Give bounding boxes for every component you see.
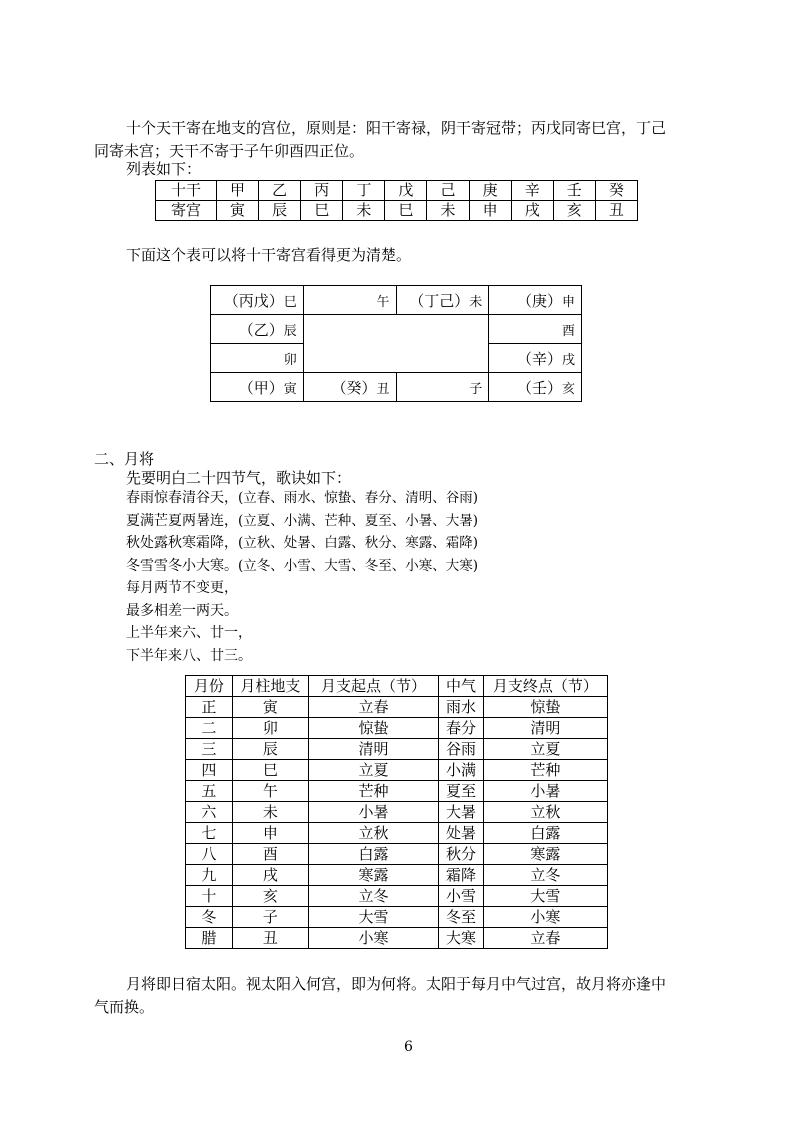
table-cell: 冬 <box>186 907 233 928</box>
table-cell: 丙 <box>301 181 343 201</box>
table-cell: 戊 <box>385 181 427 201</box>
table-row <box>186 718 608 739</box>
table-row <box>186 739 608 760</box>
list-item: 秋处露秋寒霜降，(立秋、处暑、白露、秋分、寒露、霜降) <box>126 535 479 551</box>
closing-line-2: 气而换。 <box>94 998 155 1016</box>
table-cell: 春分 <box>439 718 484 739</box>
table-cell: 雨水 <box>439 697 484 718</box>
table-cell: 谷雨 <box>439 739 484 760</box>
table-cell: 戌 <box>232 865 308 886</box>
table-cell: 子 <box>232 907 308 928</box>
table-cell: 九 <box>186 865 233 886</box>
table-cell: 小寒 <box>483 907 607 928</box>
verse-list <box>126 487 478 667</box>
table-cell: 寄宫 <box>156 201 217 221</box>
table-cell: 秋分 <box>439 844 484 865</box>
list-item: 冬雪雪冬小大寒。(立冬、小雪、大雪、冬至、小寒、大寒) <box>126 557 479 574</box>
table-cell: 辰 <box>232 739 308 760</box>
table-row <box>186 823 608 844</box>
table-cell: 正 <box>186 697 233 718</box>
table-cell: 立春 <box>309 697 439 718</box>
table-cell: 十干 <box>156 181 217 201</box>
table-cell: 丑 <box>232 928 308 949</box>
table-row <box>186 865 608 886</box>
table-cell: 白露 <box>309 844 439 865</box>
table-cell: 小暑 <box>483 781 607 802</box>
list-item: 夏满芒夏两暑连，(立夏、小满、芒种、夏至、小暑、大暑) <box>126 512 479 529</box>
table-cell: 丁 <box>343 181 385 201</box>
table-cell: 白露 <box>483 823 607 844</box>
table-cell: 芒种 <box>483 760 607 781</box>
table-cell: 芒种 <box>309 781 439 802</box>
table-cell: 乙 <box>259 181 301 201</box>
table-cell: 立秋 <box>309 823 439 844</box>
table-cell: 惊蛰 <box>483 697 607 718</box>
table-cell: 申 <box>232 823 308 844</box>
palace-cell-chen: （乙）辰 <box>211 315 304 344</box>
table-cell: 二 <box>186 718 233 739</box>
section-heading: 二、月将 <box>94 450 155 468</box>
palace-grid-table <box>210 285 582 402</box>
palace-cell-shen: （庚）申 <box>489 286 582 315</box>
table-row <box>186 760 608 781</box>
table-cell: 己 <box>427 181 469 201</box>
table-cell: 寒露 <box>483 844 607 865</box>
table-cell: 巳 <box>232 760 308 781</box>
table-cell: 亥 <box>232 886 308 907</box>
table-cell: 立冬 <box>483 865 607 886</box>
table-cell: 六 <box>186 802 233 823</box>
table-cell: 小满 <box>439 760 484 781</box>
table-row <box>186 802 608 823</box>
table-cell: 立秋 <box>483 802 607 823</box>
table-cell: 申 <box>469 201 511 221</box>
closing-line-1: 月将即日宿太阳。视太阳入何宫，即为何将。太阳于每月中气过宫，故月将亦逢中 <box>126 975 667 993</box>
table-row <box>186 844 608 865</box>
table-cell: 午 <box>232 781 308 802</box>
table-cell: 立冬 <box>309 886 439 907</box>
table-cell: 寒露 <box>309 865 439 886</box>
table-row <box>186 907 608 928</box>
column-header: 月柱地支 <box>232 676 308 697</box>
section-intro: 先要明白二十四节气，歌诀如下： <box>126 469 352 487</box>
table-cell: 立夏 <box>309 760 439 781</box>
table-cell: 立夏 <box>483 739 607 760</box>
table-row <box>156 181 638 201</box>
intro-line-2: 同寄未宫；天干不寄于子午卯酉四正位。 <box>94 142 365 160</box>
table-cell: 大雪 <box>483 886 607 907</box>
palace-cell-chou: （癸）丑 <box>303 373 396 402</box>
table-row <box>186 781 608 802</box>
table-cell: 大寒 <box>439 928 484 949</box>
palace-center-blank <box>303 315 489 373</box>
list-item: 上半年来六、廿一， <box>126 625 252 641</box>
table-cell: 酉 <box>232 844 308 865</box>
palace-cell-you: 酉 <box>489 315 582 344</box>
table-row <box>186 886 608 907</box>
palace-cell-yin: （甲）寅 <box>211 373 304 402</box>
month-table-body <box>186 697 608 949</box>
table-row <box>211 373 582 402</box>
table-cell: 巳 <box>385 201 427 221</box>
table-row <box>186 697 608 718</box>
list-item: 春雨惊春清谷天，(立春、雨水、惊蛰、春分、清明、谷雨) <box>126 490 479 506</box>
column-header: 月份 <box>186 676 233 697</box>
list-item: 下半年来八、廿三。 <box>126 647 252 664</box>
table-row <box>211 286 582 315</box>
palace-cell-xu: （辛）戌 <box>489 344 582 373</box>
table-cell: 冬至 <box>439 907 484 928</box>
palace-cell-mao: 卯 <box>211 344 304 373</box>
table-cell: 小暑 <box>309 802 439 823</box>
table-cell: 大雪 <box>309 907 439 928</box>
table-cell: 未 <box>232 802 308 823</box>
table-header-row <box>186 676 608 697</box>
table-cell: 惊蛰 <box>309 718 439 739</box>
table-cell: 甲 <box>217 181 259 201</box>
list-item: 最多相差一两天。 <box>126 602 238 619</box>
table-cell: 庚 <box>469 181 511 201</box>
table-cell: 处暑 <box>439 823 484 844</box>
column-header: 中气 <box>439 676 484 697</box>
table-cell: 亥 <box>553 201 595 221</box>
palace-cell-wei: （丁己）未 <box>396 286 489 315</box>
table-cell: 未 <box>427 201 469 221</box>
table-cell: 小寒 <box>309 928 439 949</box>
table-cell: 戌 <box>511 201 553 221</box>
palace-cell-si: （丙戊）巳 <box>211 286 304 315</box>
table-cell: 清明 <box>309 739 439 760</box>
palace-cell-hai: （壬）亥 <box>489 373 582 402</box>
list-item: 每月两节不变更， <box>126 580 238 596</box>
table-cell: 寅 <box>232 697 308 718</box>
table-cell: 辰 <box>259 201 301 221</box>
palace-cell-zi: 子 <box>396 373 489 402</box>
table-cell: 清明 <box>483 718 607 739</box>
table-row <box>156 201 638 221</box>
table-cell: 寅 <box>217 201 259 221</box>
stem-palace-table <box>155 180 638 221</box>
table-cell: 辛 <box>511 181 553 201</box>
table-row <box>186 928 608 949</box>
palace-cell-wu: 午 <box>303 286 396 315</box>
table-cell: 夏至 <box>439 781 484 802</box>
table-cell: 五 <box>186 781 233 802</box>
table-cell: 丑 <box>595 201 637 221</box>
table-cell: 霜降 <box>439 865 484 886</box>
table-cell: 癸 <box>595 181 637 201</box>
table-cell: 小雪 <box>439 886 484 907</box>
table-cell: 巳 <box>301 201 343 221</box>
page-number: 6 <box>404 1039 413 1055</box>
table-cell: 卯 <box>232 718 308 739</box>
table-cell: 壬 <box>553 181 595 201</box>
intro-line-1: 十个天干寄在地支的宫位，原则是：阳干寄禄，阴干寄冠带；丙戊同寄巳宫，丁己 <box>126 119 667 137</box>
intro-line-3: 列表如下： <box>126 160 202 178</box>
month-table <box>185 675 608 949</box>
table-cell: 腊 <box>186 928 233 949</box>
column-header: 月支终点（节） <box>483 676 607 697</box>
table-cell: 未 <box>343 201 385 221</box>
column-header: 月支起点（节） <box>309 676 439 697</box>
table-cell: 三 <box>186 739 233 760</box>
table-row <box>211 315 582 344</box>
table-cell: 八 <box>186 844 233 865</box>
table-cell: 十 <box>186 886 233 907</box>
table2-caption: 下面这个表可以将十干寄宫看得更为清楚。 <box>126 246 412 264</box>
table-cell: 七 <box>186 823 233 844</box>
table-cell: 立春 <box>483 928 607 949</box>
table-cell: 四 <box>186 760 233 781</box>
table-cell: 大暑 <box>439 802 484 823</box>
